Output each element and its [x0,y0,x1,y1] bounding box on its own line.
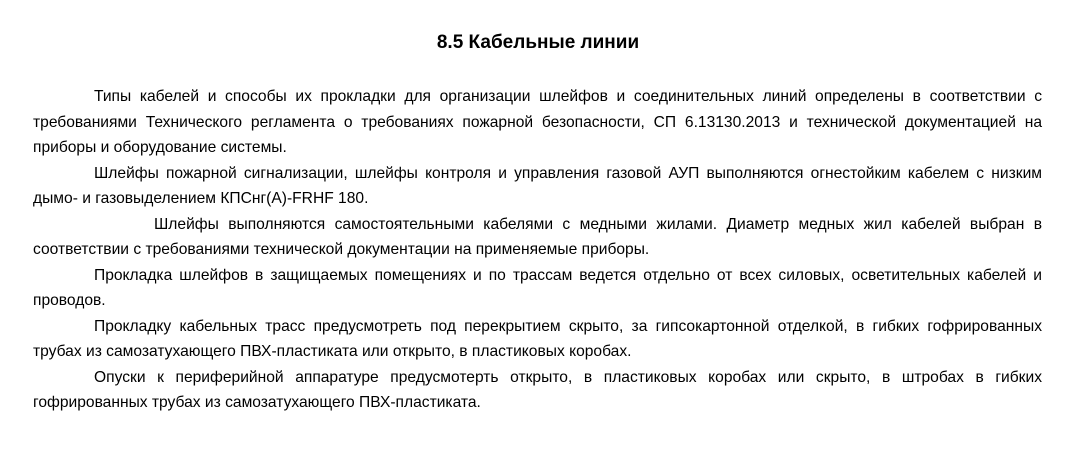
paragraph-loop-routing: Прокладка шлейфов в защищаемых помещениях и по трассам ведется отдельно от всех силовых, осветительных кабелей и проводов. [33,266,1042,309]
document-body [33,84,1042,416]
paragraph-copper-cores: Шлейфы выполняются самостоятельными кабелями с медными жилами. Диаметр медных жил кабелей выбран в соответствии с требованиями технической документации на применяемые приборы. [33,215,1042,258]
section-heading: 8.5 Кабельные линии [436,32,640,53]
paragraph-fire-alarm-loops: Шлейфы пожарной сигнализации, шлейфы контроля и управления газовой АУП выполняются огнестойким кабелем с низким дымо- и газовыделением КПСнг(А)-FRHF 180. [33,164,1042,207]
paragraph-drops-to-equipment: Опуски к периферийной аппаратуре предусмотерть открыто, в пластиковых коробах или скрыто, в штробах в гибких гофрированных трубах из самозатухающего ПВХ-пластиката. [33,368,1042,411]
paragraph-cable-types: Типы кабелей и способы их прокладки для организации шлейфов и соединительных линий определены в соответствии с требованиями Технического регламента о требованиях пожарной безопасности, СП 6.13130.2013 и технической документацией на приборы и оборудование системы. [33,88,1042,156]
paragraph-cable-tracks: Прокладку кабельных трасс предусмотреть под перекрытием скрыто, за гипсокартонной отделкой, в гибких гофрированных трубах из самозатухающего ПВХ-пластиката или открыто, в пластиковых коробах. [33,317,1042,360]
